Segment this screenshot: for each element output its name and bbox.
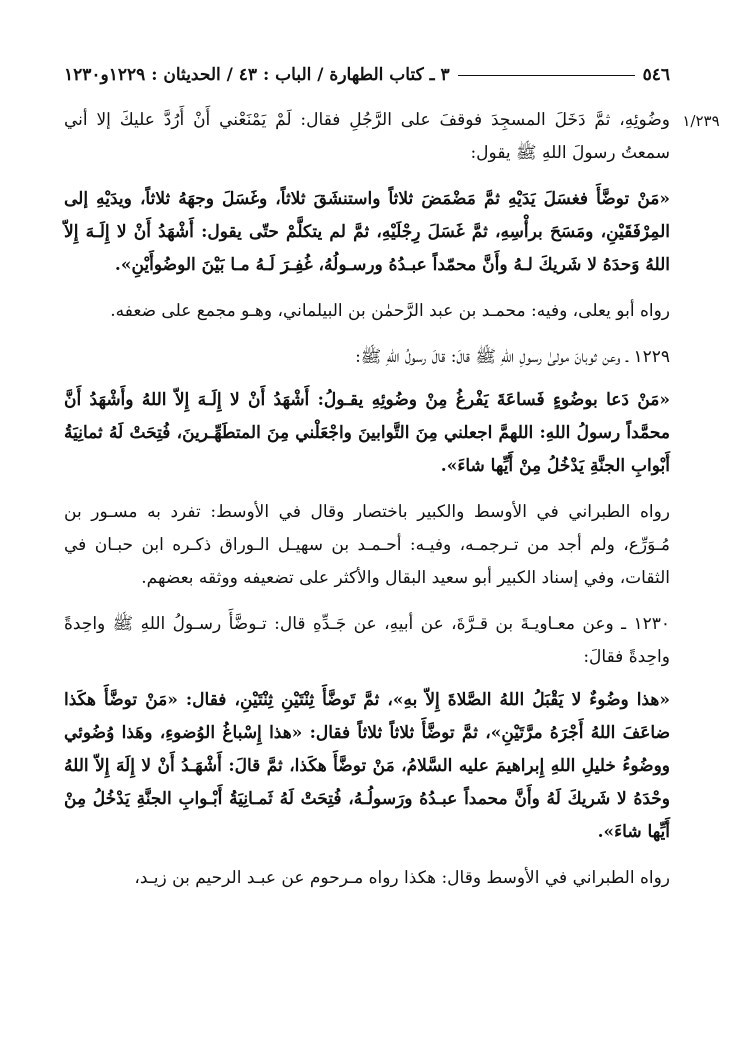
page-number: ٥٤٦ [642,65,670,85]
running-title: ٣ ـ كتاب الطهارة / الباب : ٤٣ / الحديثان : ١٢٢٩و١٢٣٠ [64,65,450,85]
hadith-text: «مَنْ دَعا بوضُوءٍ فَساعَةَ يَفْرغُ مِنْ وضُوئِهِ يقـولُ: أَشْهَدُ أَنْ لا إِلَـهَ إِلاّ اللهُ وأَشْهَدُ أَنَّ محمَّداً رسولُ اللهِ: اللهمَّ اجعلني مِنَ التَّوابينَ واجْعَلْني مِنَ المتطَهِّـرينَ، فُتِحَتْ لَهُ ثمانِيَةُ أَبْوابِ الجنَّةِ يَدْخُلُ مِنْ أَيِّها شاءَ». [64,390,670,476]
running-header [64,62,670,88]
hadith-text: «هذا وضُوءٌ لا يَقْبَلُ اللهُ الصَّلاةَ إِلاّ بهِ»، ثمَّ تَوضَّأَ ثِنْتَيْنِ ثِنْتَيْنِ، فقال: «مَنْ توضَّأَ هكَذا ضاعَفَ اللهُ أَجْرَهُ مرَّتَيْنِ»، ثمَّ توضَّأَ ثلاثاً ثلاثاً فقال: «هذا إِسْباغُ الوُضوءِ، وهَذا وُضُوئي ووضُوءُ خليلِ اللهِ إِبراهيمَ عليه السَّلامُ، مَنْ توضَّأَ هكَذا، ثمَّ قالَ: أَشْهَـدُ أَنْ لا إِلَهَ إِلاّ اللهُ وحْدَهُ لا شَريكَ لَهُ وأَنَّ محمداً عبـدُهُ ورَسولُـهُ، فُتِحَتْ لَهُ ثَمـانِيَةُ أَبْـوابِ الجنَّةِ يَدْخُلُ مِنْ أَيِّها شاءَ». [64,690,670,842]
margin-reference: ١/٢٣٩ [682,112,720,130]
narration-note: رواه أبو يعلى، وفيه: محمـد بن عبد الرَّحمٰن بن البيلماني، وهـو مجمع على ضعفه. [110,301,670,321]
header-rule [458,75,635,76]
hadith-heading-1229: ١٢٢٩ ـ وعن ثوبانَ مولىٰ رسولِ اللهِ ﷺ قالَ: قالَ رسولُ اللهِ ﷺ: [355,347,670,367]
hadith-heading-1230: ١٢٣٠ ـ وعن معـاويـةَ بن قـرَّةَ، عن أبيهِ، عن جَـدِّهِ قال: تـوضَّأَ رسـولُ اللهِ ﷺ واحِدةً واحِدةً فقالَ: [64,614,670,667]
narration-note: رواه الطبراني في الأوسط والكبير باختصار وقال في الأوسط: تفرد به مسـور بن مُـوَرِّع، ولم أجد من تـرجمـه، وفيـه: أحـمـد بن سهيـل الـوراق ذكـره ابن حبـان في الثقات، وفي إسناد الكبير أبو سعيد البقال والأكثر على تضعيفه ووثقه بعضهم. [64,502,670,588]
page-body [64,104,670,908]
hadith-text: «مَنْ توضَّأَ فغسَلَ يَدَيْهِ ثمَّ مَضْمَضَ ثلاثاً واستنشَقَ ثلاثاً، وغَسَلَ وجهَهُ ثلاثاً، ويدَيْهِ إلى المِرْفَقَيْنِ، ومَسَحَ برأْسِهِ، ثمَّ غَسَلَ رِجْلَيْهِ، ثمَّ لم يتكلَّمْ حتّى يقول: أَشْهَدُ أَنْ لا إِلَـهَ إِلاّ اللهُ وَحدَهُ لا شَريكَ لـهُ وأَنَّ محمّداً عبـدُهُ ورسـولُهُ، غُفِـرَ لَـهُ مـا بَيْنَ الوضُوأَيْنِ». [64,189,670,275]
narration-note: رواه الطبراني في الأوسط وقال: هكذا رواه مـرحوم عن عبـد الرحيم بن زيـد، [134,868,670,888]
paragraph-continuation: وضُوئِهِ، ثمَّ دَخَلَ المسجِدَ فوقفَ على الرَّجُلِ فقال: لَمْ يَمْنَعْني أَنْ أَرُدَّ عليكَ إلا أني سمعتُ رسولَ اللهِ ﷺ يقول: [64,110,670,163]
